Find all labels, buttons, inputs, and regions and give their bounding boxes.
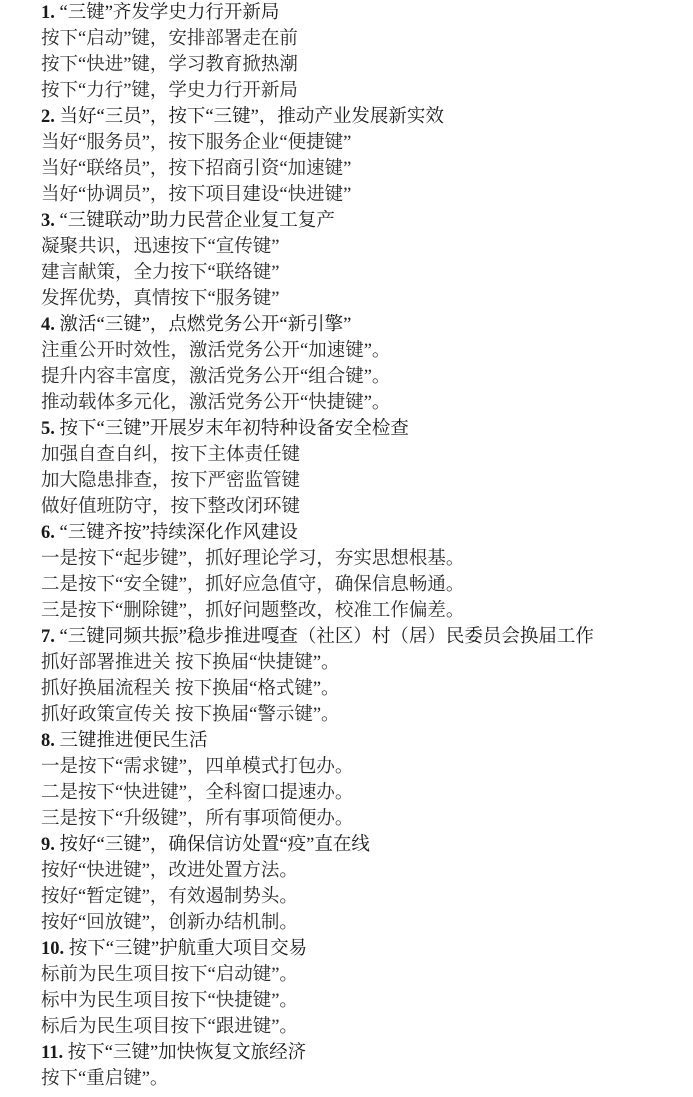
section-title: 按好“三键”，确保信访处置“疫”直在线 (59, 835, 370, 855)
list-item: 抓好换届流程关 按下换届“格式键”。 (41, 679, 340, 699)
list-item: 做好值班防守，按下整改闭环键 (41, 497, 301, 517)
section-title: “三键联动”助力民营企业复工复产 (59, 211, 335, 231)
section-heading (41, 728, 693, 754)
list-item: 按下“力行”键，学史力行开新局 (41, 81, 298, 101)
section-title: 激活“三键”，点燃党务公开“新引擎” (59, 315, 352, 335)
section-heading (41, 520, 693, 546)
list-item: 按好“快进键”，改进处置方法。 (41, 861, 298, 881)
section-number: 4. (41, 315, 55, 335)
section-heading (41, 416, 693, 442)
section-number: 2. (41, 107, 55, 127)
section-heading (41, 104, 693, 130)
section-heading (41, 1040, 693, 1066)
list-item: 当好“协调员”，按下项目建设“快进键” (41, 185, 352, 205)
list-item: 标前为民生项目按下“启动键”。 (41, 965, 298, 985)
list-item: 标中为民生项目按下“快捷键”。 (41, 991, 298, 1011)
list-item: 发挥优势，真情按下“服务键” (41, 289, 280, 309)
section-heading (41, 624, 693, 650)
section-heading (41, 936, 693, 962)
list-item: 按好“回放键”，创新办结机制。 (41, 913, 298, 933)
list-item: 一是按下“需求键”，四单模式打包办。 (41, 757, 354, 777)
section-title: 按下“三键”开展岁末年初特种设备安全检查 (59, 419, 409, 439)
section-heading (41, 832, 693, 858)
list-item: 三是按下“升级键”，所有事项简便办。 (41, 809, 354, 829)
list-item: 一是按下“起步键”，抓好理论学习，夯实思想根基。 (41, 549, 465, 569)
section-heading (41, 208, 693, 234)
section-title: “三键齐按”持续深化作风建设 (59, 523, 298, 543)
list-item: 二是按下“快进键”，全科窗口提速办。 (41, 783, 354, 803)
list-item: 按下“启动”键，安排部署走在前 (41, 29, 298, 49)
list-item: 按好“暂定键”，有效遏制势头。 (41, 887, 298, 907)
section-title: “三键”齐发学史力行开新局 (59, 3, 280, 23)
section-number: 7. (41, 627, 55, 647)
section-number: 3. (41, 211, 55, 231)
list-item: 二是按下“安全键”，抓好应急值守，确保信息畅通。 (41, 575, 465, 595)
section-number: 8. (41, 731, 55, 751)
section-number: 11. (41, 1043, 64, 1063)
section-number: 1. (41, 3, 55, 23)
section-number: 9. (41, 835, 55, 855)
list-item: 标后为民生项目按下“跟进键”。 (41, 1017, 298, 1037)
list-item: 推动载体多元化，激活党务公开“快捷键”。 (41, 393, 391, 413)
section-title: “三键同频共振”稳步推进嘎查（社区）村（居）民委员会换届工作 (59, 627, 594, 647)
section-title: 当好“三员”，按下“三键”，推动产业发展新实效 (59, 107, 444, 127)
list-item: 加强自查自纠，按下主体责任键 (41, 445, 301, 465)
list-item: 当好“联络员”，按下招商引资“加速键” (41, 159, 352, 179)
list-item: 按下“重启键”。 (41, 1069, 169, 1089)
section-number: 6. (41, 523, 55, 543)
list-item: 建言献策，全力按下“联络键” (41, 263, 280, 283)
section-number: 10. (41, 939, 65, 959)
section-heading (41, 0, 693, 26)
section-title: 三键推进便民生活 (59, 731, 208, 751)
section-title: 按下“三键”加快恢复文旅经济 (67, 1043, 307, 1063)
list-item: 当好“服务员”，按下服务企业“便捷键” (41, 133, 352, 153)
list-item: 抓好政策宣传关 按下换届“警示键”。 (41, 705, 340, 725)
list-item: 按下“快进”键，学习教育掀热潮 (41, 55, 298, 75)
list-item: 三是按下“删除键”，抓好问题整改，校准工作偏差。 (41, 601, 465, 621)
section-number: 5. (41, 419, 55, 439)
list-item: 凝聚共识，迅速按下“宣传键” (41, 237, 280, 257)
list-item: 注重公开时效性，激活党务公开“加速键”。 (41, 341, 391, 361)
list-item: 抓好部署推进关 按下换届“快捷键”。 (41, 653, 340, 673)
list-item: 提升内容丰富度，激活党务公开“组合键”。 (41, 367, 391, 387)
list-item: 加大隐患排查，按下严密监管键 (41, 471, 301, 491)
section-heading (41, 312, 693, 338)
section-title: 按下“三键”护航重大项目交易 (68, 939, 308, 959)
